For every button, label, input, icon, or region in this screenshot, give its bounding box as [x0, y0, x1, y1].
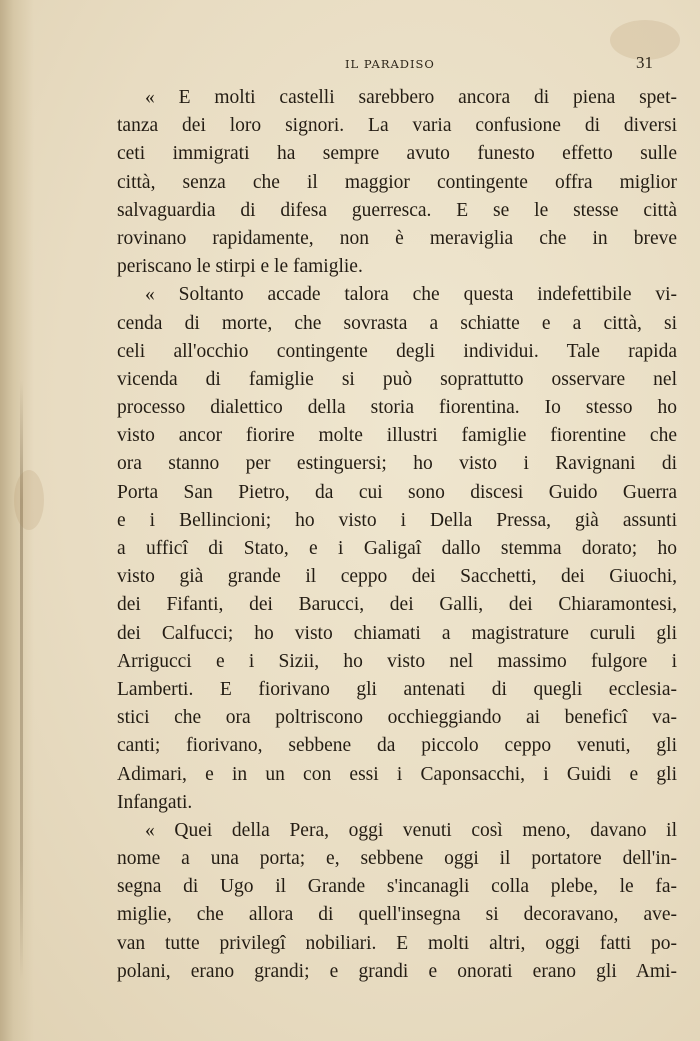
text-line: dei Calfucci; ho visto chiamati a magistrature curuli gli — [117, 622, 677, 644]
text-line: stici che ora poltriscono occhieggiando ai beneficî va- — [117, 707, 677, 729]
text-line: città, senza che il maggior contingente offra miglior — [117, 171, 677, 193]
running-title: IL PARADISO — [345, 57, 435, 71]
paragraph — [117, 817, 677, 986]
text-line: tanza dei loro signori. La varia confusione di diversi — [117, 115, 677, 137]
text-line: Infangati. — [117, 791, 193, 813]
text-line: a ufficî di Stato, e i Galigaî dallo stemma dorato; ho — [117, 538, 677, 559]
text-line: Arrigucci e i Sizii, ho visto nel massimo fulgore i — [117, 650, 677, 672]
paper-stain — [14, 470, 44, 530]
paragraph — [117, 281, 677, 817]
text-line: « E molti castelli sarebbero ancora di piena spet- — [145, 87, 677, 108]
text-line: visto già grande il ceppo dei Sacchetti, dei Giuochi, — [117, 566, 677, 588]
text-line: van tutte privilegî nobiliari. E molti altri, oggi fatti po- — [117, 932, 677, 954]
text-line: e i Bellincioni; ho visto i Della Pressa, già assunti — [117, 509, 677, 531]
text-line: processo dialettico della storia fiorentina. Io stesso ho — [117, 397, 677, 419]
text-line: Porta San Pietro, da cui sono discesi Guido Guerra — [117, 481, 677, 503]
text-line: « Quei della Pera, oggi venuti così meno, davano il — [145, 819, 677, 841]
paragraph — [117, 84, 677, 281]
text-line: dei Fifanti, dei Barucci, dei Galli, dei Chiaramontesi, — [117, 594, 677, 616]
body-text — [117, 84, 677, 986]
text-line: nome a una porta; e, sebbene oggi il portatore dell'in- — [117, 848, 677, 870]
text-line: ora stanno per estinguersi; ho visto i Ravignani di — [117, 453, 677, 475]
text-line: celi all'occhio contingente degli individui. Tale rapida — [117, 340, 677, 362]
text-line: periscano le stirpi e le famiglie. — [117, 256, 363, 278]
text-line: cenda di morte, che sovrasta a schiatte e a città, si — [117, 312, 677, 334]
text-line: vicenda di famiglie si può soprattutto osservare nel — [117, 368, 677, 390]
page-number: 31 — [636, 53, 653, 72]
binding-crease — [20, 380, 23, 980]
text-line: salvaguardia di difesa guerresca. E se le stesse città — [117, 199, 677, 221]
text-line: visto ancor fiorire molte illustri famiglie fiorentine che — [117, 425, 677, 447]
text-line: « Soltanto accade talora che questa indefettibile vi- — [145, 284, 677, 306]
text-line: rovinano rapidamente, non è meraviglia che in breve — [117, 227, 677, 249]
text-line: Adimari, e in un con essi i Caponsacchi, i Guidi e gli — [117, 763, 677, 785]
text-line: Lamberti. E fiorivano gli antenati di quegli ecclesia- — [117, 678, 677, 700]
text-line: canti; fiorivano, sebbene da piccolo ceppo venuti, gli — [117, 735, 677, 757]
text-line: polani, erano grandi; e grandi e onorati erano gli Ami- — [117, 960, 677, 982]
text-line: ceti immigrati ha sempre avuto funesto effetto sulle — [117, 143, 677, 165]
text-line: miglie, che allora di quell'insegna si decoravano, ave- — [117, 904, 677, 926]
page-header — [0, 53, 700, 77]
text-line: segna di Ugo il Grande s'incanagli colla plebe, le fa- — [117, 876, 677, 898]
